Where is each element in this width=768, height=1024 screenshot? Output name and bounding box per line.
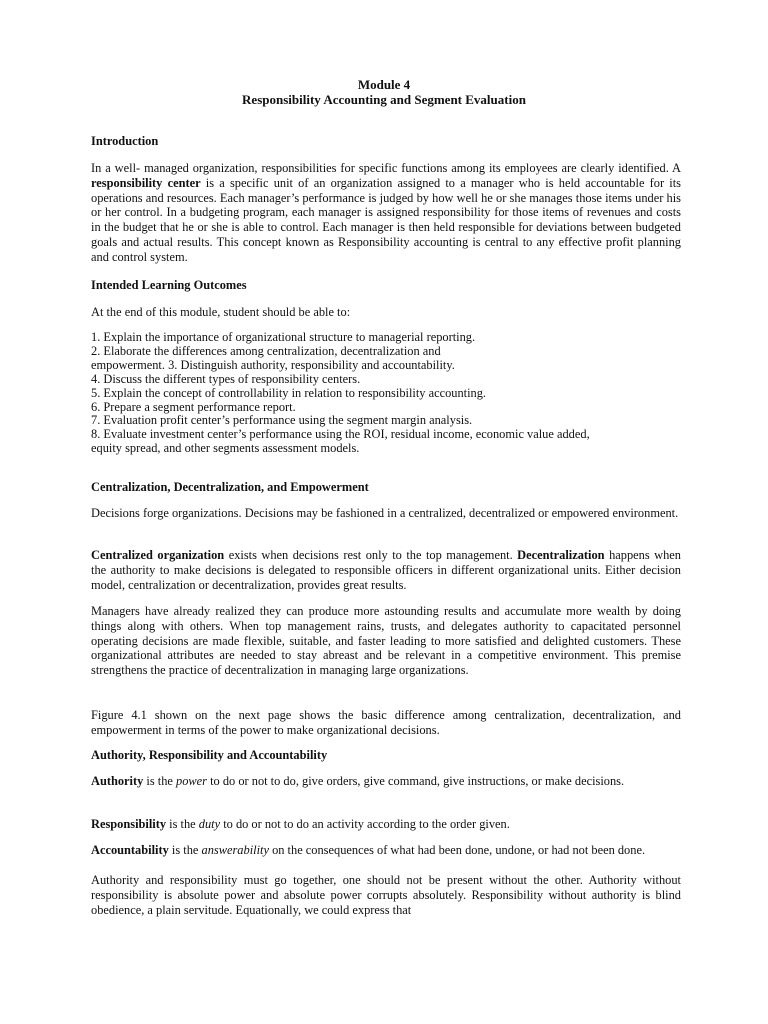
list-item: 4. Discuss the different types of responsibility centers. xyxy=(91,371,361,386)
responsibility-text-a: is the xyxy=(166,817,199,831)
centralization-paragraph-2 xyxy=(91,548,681,592)
outcomes-list xyxy=(91,331,681,456)
introduction-text-b: is a specific unit of an organization assigned to a manager who is held accountable for its operations and resources. Each manager’s performance is judged by how well he or she manages those items under his or her control. In a budgeting program, each manager is assigned responsibility for those items of revenues and costs in the budget that he or she is able to control. Each manager is then held responsible for deviations between budgeted goals and actual results. This concept known as Responsibility accounting is central to any effective profit planning and control system. xyxy=(91,175,682,264)
emphasis-power: power xyxy=(176,774,208,788)
term-centralized-organization: Centralized organization xyxy=(91,548,225,562)
accountability-text-b: on the consequences of what had been done, undone, or had not been done. xyxy=(268,843,646,857)
list-item: 7. Evaluation profit center’s performance using the segment margin analysis. xyxy=(91,413,473,428)
authority-text-b: to do or not to do, give orders, give command, give instructions, or make decisions. xyxy=(207,774,625,788)
centralization-text-a: exists when decisions rest only to the top management. xyxy=(224,548,518,562)
list-item: 2. Elaborate the differences among centralization, decentralization and xyxy=(91,343,441,358)
list-item: 1. Explain the importance of organizational structure to managerial reporting. xyxy=(91,330,476,344)
term-decentralization: Decentralization xyxy=(517,548,605,562)
centralization-heading: Centralization, Decentralization, and Empowerment xyxy=(91,480,369,494)
module-number: Module 4 xyxy=(357,77,411,92)
term-accountability: Accountability xyxy=(91,843,169,857)
centralization-paragraph-4: Figure 4.1 shown on the next page shows the basic difference among centralization, decentralization, and empowerment in terms of the power to make organizational decisions. xyxy=(91,708,681,737)
responsibility-definition xyxy=(91,817,681,832)
authority-closing-paragraph: Authority and responsibility must go together, one should not be present without the other. Authority without responsibility is absolute power and absolute power corrupts absolutely. Responsibility without authority is blind obedience, a plain servitude. Equationally, we could express that xyxy=(91,873,681,917)
term-responsibility-center: responsibility center xyxy=(91,175,201,190)
outcomes-intro: At the end of this module, student should be able to: xyxy=(91,305,351,319)
emphasis-duty: duty xyxy=(198,817,221,831)
term-responsibility: Responsibility xyxy=(91,817,167,831)
term-authority: Authority xyxy=(91,774,144,788)
authority-definition xyxy=(91,774,681,789)
centralization-paragraph-1: Decisions forge organizations. Decisions may be fashioned in a centralized, decentralized or empowered environment. xyxy=(91,506,679,520)
list-item: 8. Evaluate investment center’s performance using the ROI, residual income, economic value added, xyxy=(91,427,590,442)
centralization-text-b: happens when the authority to make decisions is delegated to responsible officers in different organizational units. Either decision model, centralization or decentralization, provides great results. xyxy=(91,548,681,592)
accountability-text-a: is the xyxy=(168,843,202,857)
introduction-paragraph xyxy=(91,161,681,265)
authority-text-a: is the xyxy=(143,774,177,788)
accountability-definition xyxy=(91,843,681,858)
responsibility-text-b: to do or not to do an activity according to the order given. xyxy=(220,817,510,831)
introduction-text-a: In a well- managed organization, responsibilities for specific functions among its employees are clearly identified. A xyxy=(91,161,681,175)
emphasis-answerability: answerability xyxy=(201,843,269,857)
centralization-paragraph-3: Managers have already realized they can produce more astounding results and accumulate more wealth by doing things along with others. When top management rains, trusts, and delegates authority to capacitated personnel operating decisions are made flexible, suitable, and faster leading to more satisfied and delighted customers. These organizational attributes are needed to stay abreast and be relevant in a competitive environment. This premise strengthens the practice of decentralization in managing large organizations. xyxy=(91,604,681,678)
list-item: equity spread, and other segments assessment models. xyxy=(91,441,360,456)
authority-heading: Authority, Responsibility and Accountability xyxy=(91,748,328,762)
list-item: 5. Explain the concept of controllability in relation to responsibility accounting. xyxy=(91,385,487,400)
outcomes-heading: Intended Learning Outcomes xyxy=(91,278,247,292)
module-title: Responsibility Accounting and Segment Evaluation xyxy=(242,92,526,107)
list-item: empowerment. 3. Distinguish authority, responsibility and accountability. xyxy=(91,357,455,372)
introduction-heading: Introduction xyxy=(91,134,159,148)
list-item: 6. Prepare a segment performance report. xyxy=(91,399,296,414)
